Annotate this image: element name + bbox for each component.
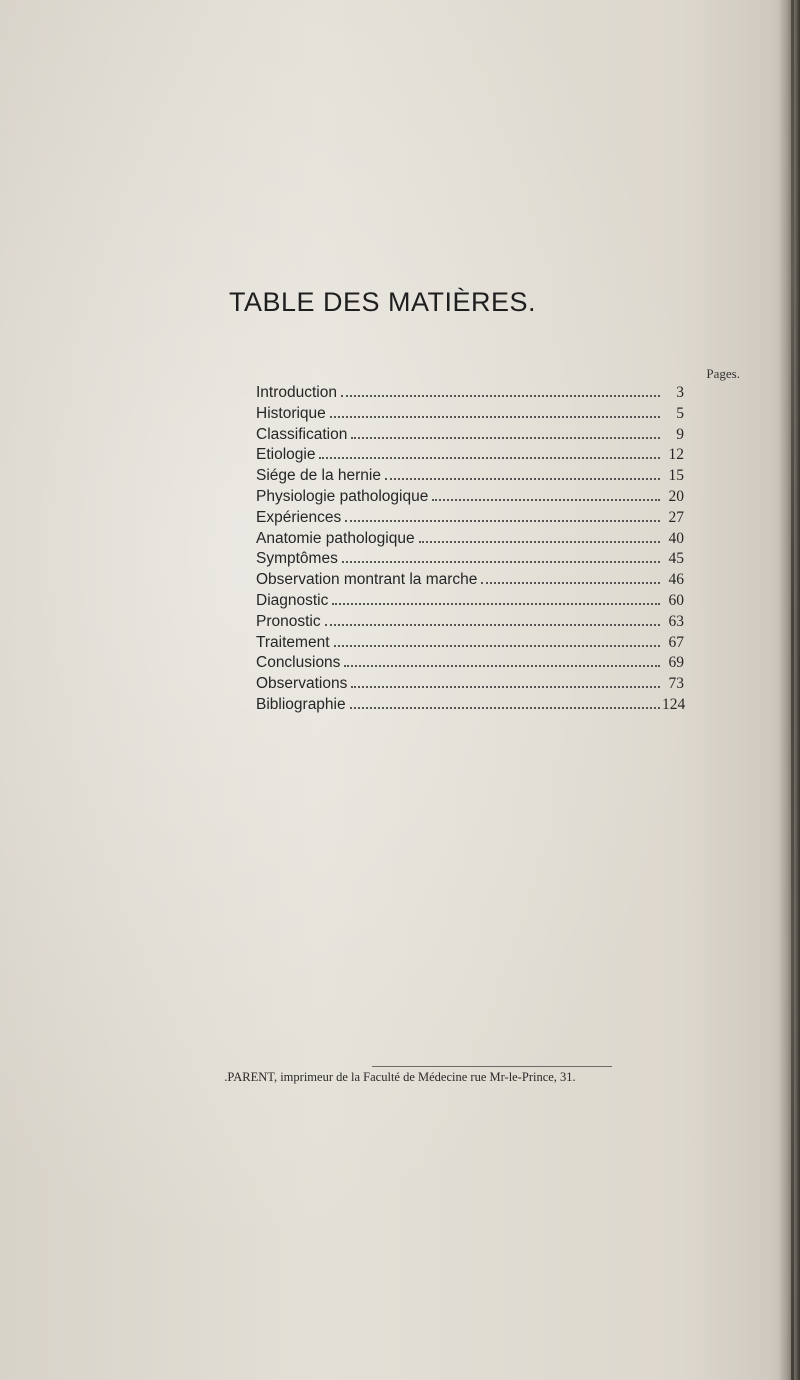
toc-entry-label: Physiologie pathologique	[256, 487, 429, 505]
toc-entry-historique	[256, 402, 684, 423]
binding-edge	[791, 0, 794, 1380]
toc-entry-page: 9	[676, 425, 684, 443]
toc-entry-label: Diagnostic	[256, 591, 329, 609]
toc-leader-dots	[330, 402, 660, 418]
toc-entry-symptomes	[256, 547, 684, 568]
toc-entry-page: 67	[668, 633, 684, 651]
toc-entry-page: 40	[668, 529, 684, 547]
toc-entry-label: Expériences	[256, 508, 342, 526]
toc-entry-page: 69	[668, 654, 684, 672]
toc-entry-label: Bibliographie	[256, 695, 346, 713]
table-of-contents	[256, 381, 684, 714]
toc-leader-dots	[351, 423, 660, 439]
page-edge-shadow	[778, 0, 800, 1380]
toc-entry-anatomie	[256, 527, 684, 548]
toc-entry-bibliographie	[256, 693, 684, 714]
toc-entry-page: 60	[668, 591, 684, 609]
toc-entry-page: 20	[668, 487, 684, 505]
toc-entry-label: Pronostic	[256, 612, 321, 630]
toc-entry-observation-marche	[256, 568, 684, 589]
toc-leader-dots	[419, 527, 660, 543]
toc-leader-dots	[351, 672, 660, 688]
toc-entry-page: 15	[668, 467, 684, 485]
toc-entry-observations	[256, 672, 684, 693]
toc-entry-page: 27	[668, 508, 684, 526]
toc-leader-dots	[481, 568, 660, 584]
toc-entry-introduction	[256, 381, 684, 402]
toc-entry-page: 3	[676, 384, 684, 401]
toc-entry-page: 46	[668, 571, 684, 589]
toc-entry-label: Symptômes	[256, 550, 338, 568]
toc-entry-etiologie	[256, 443, 684, 464]
pages-column-header: Pages.	[706, 366, 740, 381]
toc-leader-dots	[342, 547, 660, 563]
toc-leader-dots	[350, 693, 660, 709]
toc-leader-dots	[432, 485, 660, 501]
toc-entry-physiologie	[256, 485, 684, 506]
toc-leader-dots	[319, 443, 660, 459]
toc-entry-page: 5	[676, 404, 684, 422]
toc-entry-label: Siége de la hernie	[256, 467, 381, 485]
toc-entry-label: Conclusions	[256, 654, 341, 672]
toc-entry-page: 45	[668, 550, 684, 568]
toc-entry-page: 73	[668, 675, 684, 693]
page-title: TABLE DES MATIÈRES.	[228, 287, 537, 317]
toc-entry-page: 12	[668, 446, 684, 464]
toc-leader-dots	[332, 589, 660, 605]
toc-entry-label: Introduction	[256, 384, 337, 401]
toc-entry-label: Etiologie	[256, 446, 316, 464]
toc-leader-dots	[334, 631, 660, 647]
toc-entry-experiences	[256, 506, 684, 527]
toc-leader-dots	[344, 651, 660, 667]
toc-leader-dots	[325, 610, 660, 626]
toc-entry-diagnostic	[256, 589, 684, 610]
toc-entry-page: 124	[662, 695, 686, 713]
toc-entry-label: Classification	[256, 425, 348, 443]
printer-imprint: .PARENT, imprimeur de la Faculté de Médecine rue Mr-le-Prince, 31.	[224, 1070, 576, 1084]
toc-entry-pronostic	[256, 610, 684, 631]
toc-entry-siege	[256, 464, 684, 485]
toc-leader-dots	[385, 464, 660, 480]
toc-entry-page: 63	[668, 612, 684, 630]
toc-entry-classification	[256, 423, 684, 444]
toc-entry-label: Historique	[256, 404, 326, 422]
toc-entry-label: Traitement	[256, 633, 330, 651]
footer-divider	[372, 1066, 612, 1067]
toc-leader-dots	[341, 381, 660, 397]
toc-entry-conclusions	[256, 651, 684, 672]
toc-entry-label: Anatomie pathologique	[256, 529, 415, 547]
toc-entry-label: Observations	[256, 675, 348, 693]
toc-entry-traitement	[256, 631, 684, 652]
toc-entry-label: Observation montrant la marche	[256, 571, 478, 589]
toc-leader-dots	[345, 506, 660, 522]
